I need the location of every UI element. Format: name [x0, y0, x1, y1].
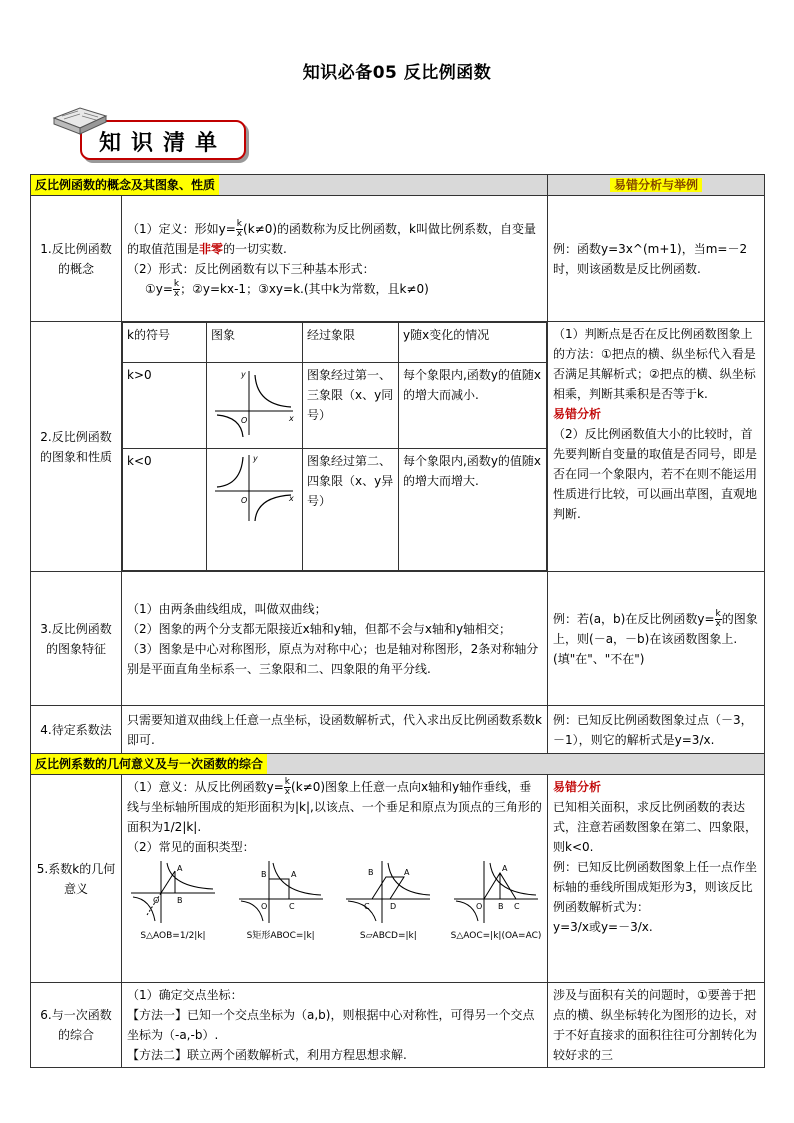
- svg-text:B: B: [498, 902, 504, 911]
- row-undetermined-coefficient: 4.待定系数法 只需要知道双曲线上任意一点坐标，设函数解析式，代入求出反比例函数系数k即可. 例：已知反比例函数图象过点（－3，－1），则它的解析式是y=3/x.: [31, 706, 765, 754]
- row-name: 2.反比例函数的图象和性质: [31, 322, 122, 572]
- section-banner: [50, 100, 250, 162]
- svg-text:x: x: [289, 414, 294, 423]
- row-name: 5.系数k的几何意义: [31, 775, 122, 983]
- area-figure-2: [235, 859, 327, 925]
- area-types-figures: A B O S△AOB=1/2|k| B A O C S矩形ABOC=|k| B A C D S▱ABCD=|k| A O B C S△AOC=|k|(OA=AC): [127, 859, 542, 942]
- section-header-1: [31, 175, 765, 196]
- row-name: 1.反比例函数的概念: [31, 196, 122, 322]
- banner-text: 知识清单: [98, 131, 227, 156]
- area-figure-4: [450, 859, 542, 925]
- svg-text:O: O: [153, 896, 160, 905]
- section-title-right: 易错分析与举例: [610, 178, 702, 192]
- svg-text:y: y: [241, 370, 246, 379]
- svg-text:C: C: [514, 902, 520, 911]
- fraction: $\frac{k}{x}$: [236, 218, 243, 239]
- svg-text:O: O: [476, 902, 483, 911]
- row-name: 6.与一次函数的综合: [31, 983, 122, 1068]
- area-figure-1: [127, 859, 219, 925]
- svg-text:O: O: [241, 416, 248, 425]
- section-title-2: 反比例系数的几何意义及与一次函数的综合: [31, 754, 267, 774]
- svg-text:C: C: [288, 902, 295, 911]
- graph-k-negative: [211, 451, 297, 525]
- example-text: 例：函数y=3x^(m+1)，当m=－2时，则该函数是反比例函数.: [548, 196, 765, 322]
- row-name: 3.反比例函数的图象特征: [31, 572, 122, 706]
- book-icon: [50, 100, 110, 140]
- knowledge-table: [30, 174, 765, 1068]
- svg-text:D: D: [390, 902, 397, 911]
- svg-text:B: B: [177, 896, 183, 905]
- row-linear-combination: 6.与一次函数的综合 （1）确定交点坐标： 【方法一】已知一个交点坐标为（a,b)，则根据中心对称性，可得另一个交点坐标为（-a,-b）. 【方法二】联立两个函数解析式，利用方程思想求解. 涉及与面积有关的问题时，①要善于把点的横、纵坐标转化为图形的边长，对于不好直接求的面积往往可分割转化为较好求的三: [31, 983, 765, 1068]
- section-header-2: [31, 754, 765, 775]
- svg-text:y: y: [253, 454, 258, 463]
- section-title-1: 反比例函数的概念及其图象、性质: [31, 175, 219, 195]
- properties-subtable: k的符号 图象 经过象限 y随x变化的情况 k>0 O x y 图象经过第一、三象限（x、y同号） 每个象限内,函数y的值随x的增大而减小. k<0 O x y 图象经过第二、四象限（x、y异号） 每个象限内,函数y的值随x的增大而增大.: [122, 322, 547, 571]
- svg-text:A: A: [177, 864, 183, 873]
- svg-text:A: A: [502, 864, 508, 873]
- area-figure-3: [342, 859, 434, 925]
- svg-text:O: O: [241, 496, 248, 505]
- row-name: 4.待定系数法: [31, 706, 122, 754]
- graph-k-positive: [211, 365, 297, 439]
- svg-text:O: O: [260, 902, 267, 911]
- row-geometric-meaning: 5.系数k的几何意义 （1）意义：从反比例函数y= $\frac{k}{x}$ (k≠0)图象上任意一点向x轴和y轴作垂线，垂线与坐标轴所围成的矩形面积为|k|,以该点、一个垂足和原点为顶点的三角形的面积为1/2|k|. （2）常见的面积类型： A B O S△AOB=1/2|k| B A O C S矩形ABOC=|k| B A C D S▱ABCD=|k| A O B C S△AOC=|k|(OA=AC) 易错分析 已知相关面积，求反比例函数的表达式，注意若函数图象在第二、四象限，则k<0. 例：已知反比例函数图象上任一点作坐标轴的垂线所围成矩形为3，则该反比例函数解析式为： y=3/x或y=－3/x.: [31, 775, 765, 983]
- svg-text:C: C: [364, 902, 370, 911]
- row-concept: 1.反比例函数的概念 （1）定义：形如y= $\frac{k}{x}$ (k≠0)的函数称为反比例函数，k叫做比例系数，自变量的取值范围是非零的一切实数. （2）形式：反比例函数有以下三种基本形式： ①y= $\frac{k}{x}$ ；②y=kx-1；③xy=k.(其中k为常数，且k≠0) 例：函数y=3x^(m+1)，当m=－2时，则该函数是反比例函数.: [31, 196, 765, 322]
- svg-text:A: A: [290, 870, 297, 879]
- svg-text:A: A: [404, 868, 410, 877]
- row-graph-properties: 2.反比例函数的图象和性质 k的符号 图象 经过象限 y随x变化的情况 k>0 O x y 图象经过第一、三象限（x、y同号） 每个象限内,函数y的值随x的增大而减小. k<0 O x y 图象经过第二、四象限（x、y异号） 每个象限内,函数y的值随x的增大而增大. （1）判断点是否在反比例函数图象上的方法：①把点的横、纵坐标代入看是否满足其解析式；②把点的横、纵坐标相乘，判断其乘积是否等于k. 易错分析 （2）反比例函数值大小的比较时，首先要判断自变量的取值是否同号，即是否在同一个象限内，若不在则不能运用性质进行比较，可以画出草图，直观地判断.: [31, 322, 765, 572]
- svg-text:B: B: [368, 868, 374, 877]
- page-title: 知识必备05 反比例函数: [302, 63, 492, 83]
- svg-text:B: B: [260, 870, 267, 879]
- row-graph-features: 3.反比例函数的图象特征 （1）由两条曲线组成，叫做双曲线； （2）图象的两个分支都无限接近x轴和y轴，但都不会与x轴和y轴相交； （3）图象是中心对称图形，原点为对称中心；也是轴对称图形，2条对称轴分别是平面直角坐标系一、三象限和二、四象限的角平分线. 例：若(a，b)在反比例函数y= $\frac{k}{x}$ 的图象上，则(－a，－b)在该函数图象上.(填"在"、"不在"): [31, 572, 765, 706]
- svg-text:x: x: [289, 494, 294, 503]
